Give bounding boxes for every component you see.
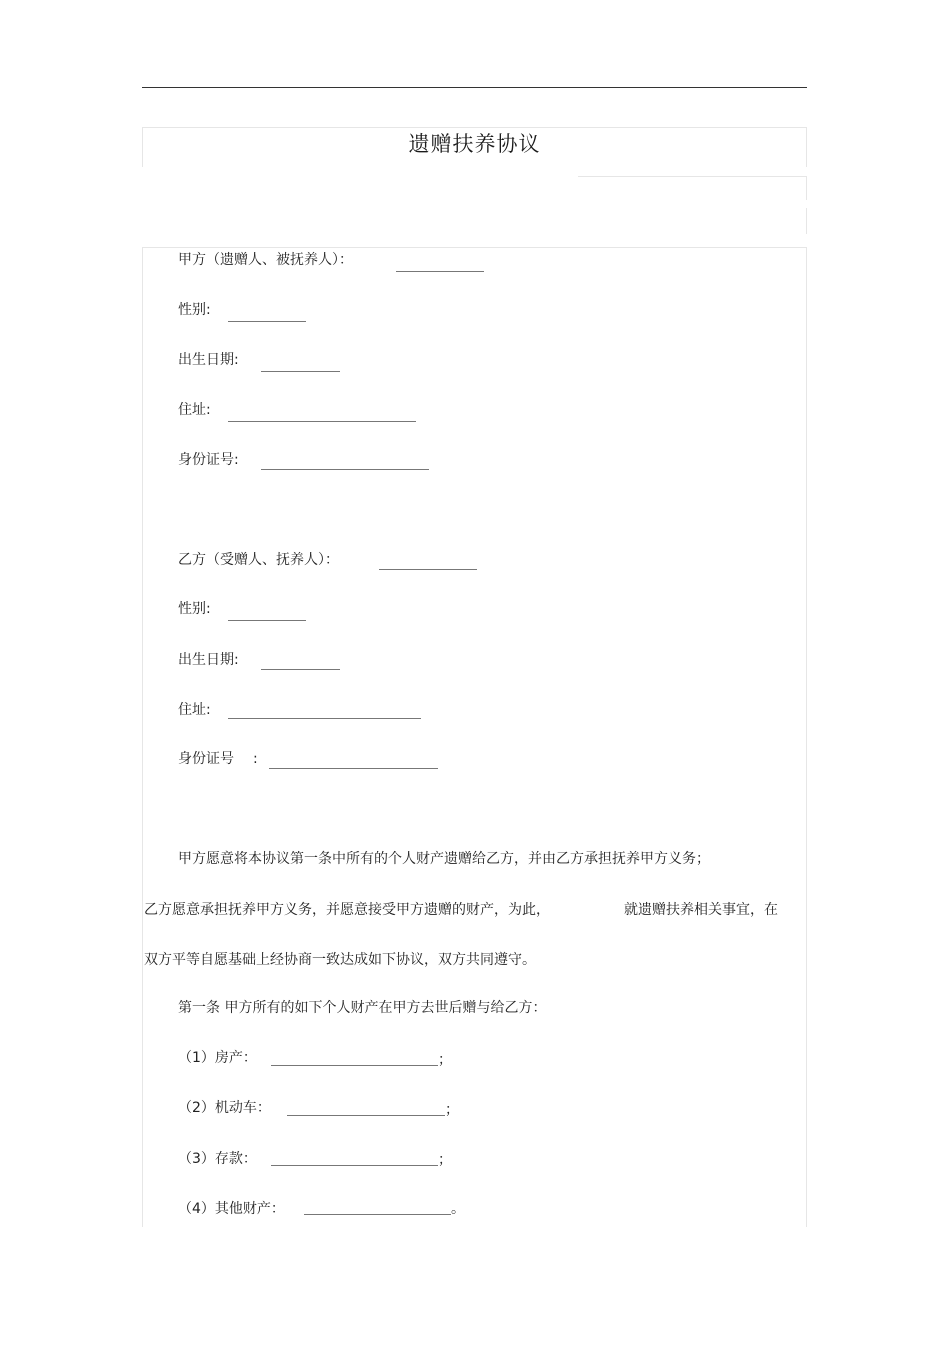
party-b-id-label: 身份证号 (178, 751, 234, 767)
header-rule (142, 87, 807, 88)
property-item-end: ； (445, 1102, 459, 1118)
property-item-label: （3）存款： (178, 1151, 257, 1167)
party-a-birth-blank[interactable] (261, 371, 340, 372)
property-other-blank[interactable] (304, 1214, 451, 1215)
property-vehicle-blank[interactable] (287, 1115, 445, 1116)
preamble-line-2b: 就遗赠扶养相关事宜，在 (624, 902, 778, 918)
frame-line (806, 247, 807, 1227)
party-a-gender-label: 性别: (178, 302, 211, 318)
property-item-label: （1）房产： (178, 1050, 257, 1066)
party-b-heading: 乙方（受赠人、抚养人）： (178, 552, 339, 568)
party-b-gender-label: 性别: (178, 601, 211, 617)
party-b-name-blank[interactable] (379, 569, 477, 570)
preamble-line-1: 甲方愿意将本协议第一条中所有的个人财产遗赠给乙方，并由乙方承担抚养甲方义务； (178, 851, 710, 867)
party-b-id-colon: : (253, 751, 258, 767)
document-title: 遗赠扶养协议 (408, 132, 541, 156)
frame-line (142, 247, 143, 1227)
frame-line (142, 247, 807, 248)
party-b-address-label: 住址: (178, 702, 211, 718)
party-a-address-blank[interactable] (228, 421, 416, 422)
party-a-address-label: 住址: (178, 402, 211, 418)
property-item-end: ； (438, 1152, 452, 1168)
party-b-birth-blank[interactable] (261, 669, 340, 670)
party-b-id-blank[interactable] (269, 768, 438, 769)
party-a-name-blank[interactable] (396, 271, 484, 272)
frame-line (806, 176, 807, 200)
party-b-birth-label: 出生日期: (178, 652, 239, 668)
party-a-id-blank[interactable] (261, 469, 429, 470)
preamble-line-3: 双方平等自愿基础上经协商一致达成如下协议，双方共同遵守。 (144, 952, 536, 968)
party-a-birth-label: 出生日期: (178, 352, 239, 368)
party-a-gender-blank[interactable] (228, 321, 306, 322)
property-item-end: ； (438, 1052, 452, 1068)
property-item-label: （2）机动车： (178, 1100, 271, 1116)
party-b-address-blank[interactable] (228, 718, 421, 719)
article-1-heading: 第一条 甲方所有的如下个人财产在甲方去世后赠与给乙方： (178, 1000, 547, 1016)
property-item-end: 。 (451, 1201, 465, 1217)
property-house-blank[interactable] (271, 1065, 438, 1066)
party-b-gender-blank[interactable] (228, 620, 306, 621)
property-deposit-blank[interactable] (271, 1165, 438, 1166)
preamble-line-2a: 乙方愿意承担抚养甲方义务，并愿意接受甲方遗赠的财产，为此， (144, 902, 550, 918)
party-a-id-label: 身份证号: (178, 452, 239, 468)
party-a-heading: 甲方（遗赠人、被抚养人）： (178, 252, 353, 268)
property-item-label: （4）其他财产： (178, 1201, 285, 1217)
frame-line (578, 176, 807, 177)
frame-line (806, 208, 807, 234)
